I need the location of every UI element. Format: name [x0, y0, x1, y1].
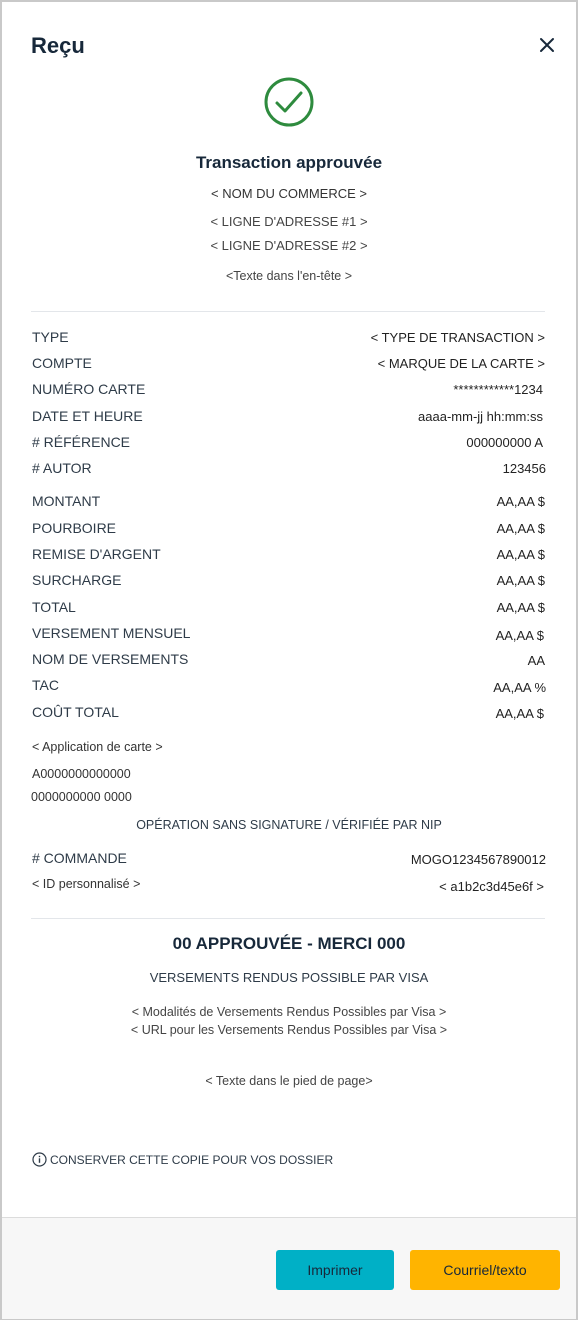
detail-label-datetime: DATE ET HEURE: [32, 408, 143, 424]
amount-label-monthly: VERSEMENT MENSUEL: [32, 625, 191, 641]
custom-id-label: < ID personnalisé >: [32, 877, 141, 891]
card-tvr: 0000000000 0000: [31, 790, 132, 804]
amount-value-monthly: AA,AA $: [495, 628, 544, 643]
amount-value-installments: AA: [527, 653, 545, 668]
close-icon[interactable]: [536, 34, 558, 56]
approval-message: 00 APPROUVÉE - MERCI 000: [172, 934, 406, 953]
check-circle-icon: [263, 76, 315, 128]
order-label: # COMMANDE: [32, 850, 127, 866]
address-line-2: < LIGNE D'ADRESSE #2 >: [210, 238, 368, 253]
divider: [31, 311, 545, 312]
custom-id-value: < a1b2c3d45e6f >: [439, 879, 544, 894]
detail-value-reference: 000000000 A: [466, 435, 543, 450]
print-button[interactable]: Imprimer: [276, 1250, 394, 1290]
amount-label-montant: MONTANT: [32, 493, 101, 509]
amount-label-total-cost: COÛT TOTAL: [32, 704, 119, 720]
detail-label-card-number: NUMÉRO CARTE: [32, 381, 146, 397]
amount-label-total: TOTAL: [32, 599, 76, 615]
dialog-title: Reçu: [31, 33, 85, 58]
detail-value-account: < MARQUE DE LA CARTE >: [377, 356, 545, 371]
visa-terms: < Modalités de Versements Rendus Possibles par Visa >: [131, 1005, 447, 1019]
detail-label-type: TYPE: [32, 329, 69, 345]
amount-value-cashback: AA,AA $: [496, 547, 545, 562]
divider: [31, 918, 545, 919]
visa-installments-title: VERSEMENTS RENDUS POSSIBLE PAR VISA: [149, 970, 429, 985]
detail-label-auth: # AUTOR: [32, 460, 92, 476]
keep-copy-text: CONSERVER CETTE COPIE POUR VOS DOSSIER: [50, 1152, 334, 1167]
keep-copy-note: [32, 1152, 333, 1167]
card-aid: A0000000000000: [32, 767, 131, 781]
amount-label-tac: TAC: [32, 677, 59, 693]
amount-value-total: AA,AA $: [496, 600, 545, 615]
amount-value-tip: AA,AA $: [496, 521, 545, 536]
transaction-status: Transaction approuvée: [195, 153, 383, 172]
email-text-button[interactable]: Courriel/texto: [410, 1250, 560, 1290]
info-icon: [32, 1152, 47, 1167]
signature-note: OPÉRATION SANS SIGNATURE / VÉRIFIÉE PAR NIP: [136, 818, 442, 832]
address-line-1: < LIGNE D'ADRESSE #1 >: [210, 214, 368, 229]
detail-value-datetime: aaaa-mm-jj hh:mm:ss: [418, 409, 543, 424]
detail-value-type: < TYPE DE TRANSACTION >: [370, 330, 545, 345]
amount-label-installments: NOM DE VERSEMENTS: [32, 651, 189, 667]
amount-label-cashback: REMISE D'ARGENT: [32, 546, 161, 562]
amount-label-surcharge: SURCHARGE: [32, 572, 122, 588]
detail-label-account: COMPTE: [32, 355, 92, 371]
visa-url: < URL pour les Versements Rendus Possibles par Visa >: [130, 1023, 448, 1037]
header-text: <Texte dans l'en-tête >: [225, 269, 353, 283]
amount-value-total-cost: AA,AA $: [495, 706, 544, 721]
card-application-label: < Application de carte >: [32, 740, 163, 754]
amount-label-tip: POURBOIRE: [32, 520, 117, 536]
merchant-name: < NOM DU COMMERCE >: [210, 186, 367, 201]
amount-value-montant: AA,AA $: [496, 494, 545, 509]
detail-label-reference: # RÉFÉRENCE: [32, 434, 131, 450]
order-value: MOGO1234567890012: [410, 852, 546, 867]
detail-value-card-number: ************1234: [453, 382, 543, 397]
footer-text: < Texte dans le pied de page>: [205, 1074, 373, 1088]
amount-value-tac: AA,AA %: [493, 680, 546, 695]
detail-value-auth: 123456: [502, 461, 546, 476]
amount-value-surcharge: AA,AA $: [496, 573, 545, 588]
